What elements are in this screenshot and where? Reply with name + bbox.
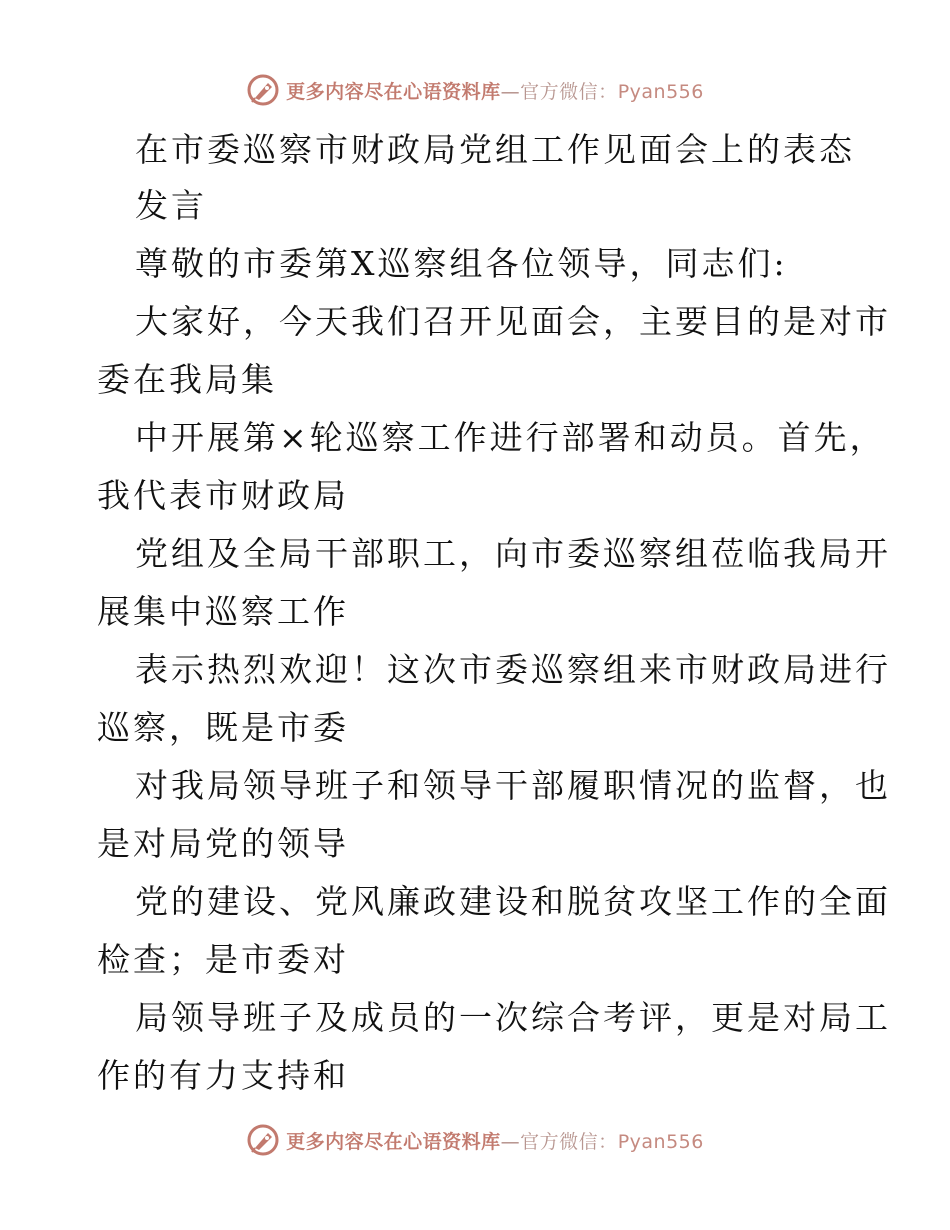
doc-line-title-1: 在市委巡察市财政局党组工作见面会上的表态: [135, 130, 855, 169]
doc-line: 展集中巡察工作: [97, 592, 349, 631]
banner-text: [286, 1127, 704, 1154]
banner-dash: —: [500, 1130, 521, 1153]
doc-line: 委在我局集: [97, 360, 277, 399]
doc-line: 党的建设、党风廉政建设和脱贫攻坚工作的全面: [135, 882, 891, 921]
footer-banner: [0, 1120, 950, 1160]
doc-line: 对我局领导班子和领导干部履职情况的监督，也: [135, 766, 891, 805]
banner-text: [286, 77, 704, 104]
doc-line: 检查；是市委对: [97, 940, 349, 979]
pen-nib-logo-icon: [246, 73, 280, 107]
pen-nib-logo-icon: [246, 1123, 280, 1157]
doc-line: 我代表市财政局: [97, 476, 349, 515]
banner-wechat-label: 官方微信：: [520, 80, 618, 103]
banner-wechat-handle: Pyan556: [617, 80, 704, 103]
doc-line: 巡察，既是市委: [97, 708, 349, 747]
header-banner: [0, 70, 950, 110]
doc-line: 作的有力支持和: [97, 1056, 349, 1095]
banner-wechat-label: 官方微信：: [520, 1130, 618, 1153]
doc-line: 大家好，今天我们召开见面会，主要目的是对市: [135, 302, 891, 341]
doc-line: 是对局党的领导: [97, 824, 349, 863]
banner-main-text: 更多内容尽在心语资料库: [286, 80, 501, 103]
doc-line: 中开展第×轮巡察工作进行部署和动员。首先，: [135, 418, 886, 457]
doc-line-title-2: 发言: [135, 186, 207, 225]
banner-main-text: 更多内容尽在心语资料库: [286, 1130, 501, 1153]
doc-line: 党组及全局干部职工，向市委巡察组莅临我局开: [135, 534, 891, 573]
banner-wechat-handle: Pyan556: [617, 1130, 704, 1153]
doc-line: 局领导班子及成员的一次综合考评，更是对局工: [135, 998, 891, 1037]
doc-line: 表示热烈欢迎！这次市委巡察组来市财政局进行: [135, 650, 891, 689]
doc-line-salutation: 尊敬的市委第X巡察组各位领导，同志们:: [135, 244, 788, 283]
banner-dash: —: [500, 80, 521, 103]
